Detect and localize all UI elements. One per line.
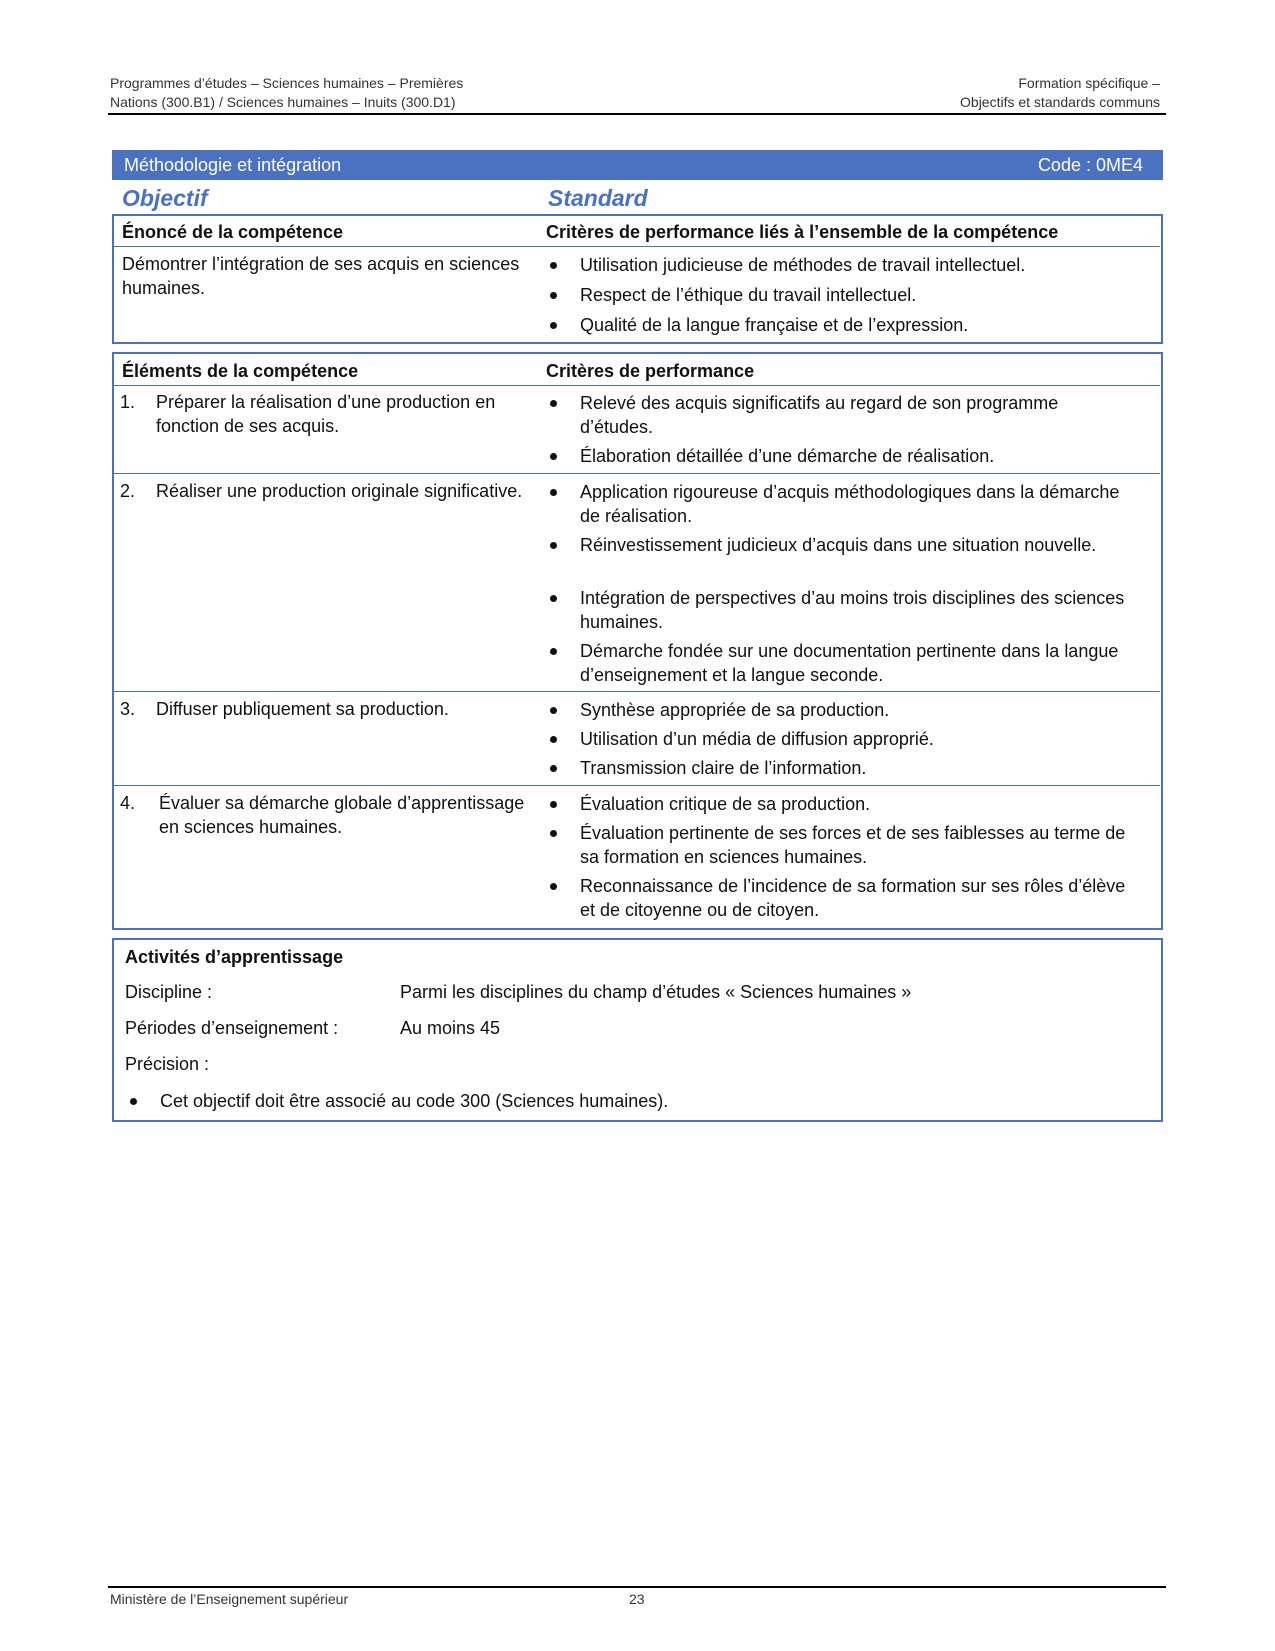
- header-right-line1: Formation spécifique –: [1018, 75, 1160, 91]
- critere-item: Synthèse appropriée de sa production.: [544, 698, 1132, 722]
- bullet-icon: [544, 698, 580, 722]
- banner-code: Code : 0ME4: [1037, 154, 1143, 175]
- critere-item: Évaluation pertinente de ses forces et de ses faiblesses au terme de sa formation en sciences humaines.: [544, 821, 1132, 869]
- bullet-icon: [544, 821, 580, 869]
- banner-title: Méthodologie et intégration: [124, 154, 342, 175]
- bullet-icon: [544, 792, 580, 816]
- element-number: 3.: [120, 699, 136, 719]
- header-title-line2: Nations (300.B1) / Sciences humaines – Inuits (300.D1): [110, 94, 456, 110]
- criteres-ensemble-heading: Critères de performance liés à l’ensemble de la compétence: [546, 222, 1059, 242]
- precision-item: Cet objectif doit être associé au code 300 (Sciences humaines).: [124, 1089, 1124, 1113]
- header-rule: [108, 113, 1166, 115]
- objectif-heading: Objectif: [122, 185, 208, 211]
- bullet-icon: [544, 727, 580, 751]
- header-title-line1: Programmes d’études – Sciences humaines – Premières: [110, 75, 464, 91]
- critere-item: Intégration de perspectives d’au moins trois disciplines des sciences humaines.: [544, 586, 1132, 634]
- bullet-icon: [544, 313, 580, 337]
- critere-item: Évaluation critique de sa production.: [544, 792, 1132, 816]
- bullet-icon: [544, 639, 580, 687]
- element-separator: [114, 473, 1160, 474]
- footer-ministry: Ministère de l’Enseignement supérieur: [110, 1591, 349, 1607]
- critere-item: Élaboration détaillée d’une démarche de réalisation.: [544, 444, 1132, 468]
- element-text: Réaliser une production originale significative.: [156, 481, 523, 501]
- elements-heading: Éléments de la compétence: [122, 361, 359, 381]
- bullet-icon: [544, 756, 580, 780]
- footer-rule: [108, 1586, 1166, 1588]
- enonce-text: Démontrer l’intégration de ses acquis en sciences humaines.: [122, 254, 520, 298]
- critere-ensemble-item: Respect de l’éthique du travail intellectuel.: [544, 283, 1144, 307]
- elements-header-separator: [114, 385, 1160, 386]
- element-separator: [114, 691, 1160, 692]
- element-separator: [114, 785, 1160, 786]
- critere-ensemble-item: Qualité de la langue française et de l’expression.: [544, 313, 1144, 337]
- element-number: 1.: [120, 392, 136, 412]
- enonce-heading: Énoncé de la compétence: [122, 222, 344, 242]
- precision-label: Précision :: [125, 1054, 210, 1074]
- bullet-icon: [544, 874, 580, 922]
- critere-item: Réinvestissement judicieux d’acquis dans une situation nouvelle.: [544, 533, 1132, 557]
- bullet-icon: [544, 283, 580, 307]
- element-number: 2.: [120, 481, 136, 501]
- standard-heading: Standard: [548, 185, 648, 211]
- critere-item: Application rigoureuse d’acquis méthodologiques dans la démarche de réalisation.: [544, 480, 1132, 528]
- periodes-label: Périodes d’enseignement :: [125, 1018, 339, 1038]
- bullet-icon: [544, 253, 580, 277]
- activites-heading: Activités d’apprentissage: [125, 947, 344, 967]
- critere-item: Reconnaissance de l’incidence de sa formation sur ses rôles d’élève et de citoyenne ou de citoyen.: [544, 874, 1132, 922]
- discipline-value: Parmi les disciplines du champ d’études « Sciences humaines »: [400, 982, 912, 1002]
- bullet-icon: [544, 444, 580, 468]
- bullet-icon: [124, 1089, 160, 1113]
- critere-item: Utilisation d’un média de diffusion approprié.: [544, 727, 1132, 751]
- element-text: Diffuser publiquement sa production.: [156, 699, 449, 719]
- element-number: 4.: [120, 793, 136, 813]
- criteres-heading: Critères de performance: [546, 361, 755, 381]
- bullet-icon: [544, 533, 580, 557]
- critere-item: Démarche fondée sur une documentation pertinente dans la langue d’enseignement et la langue seconde.: [544, 639, 1132, 687]
- header-right-line2: Objectifs et standards communs: [960, 94, 1160, 110]
- critere-item: Relevé des acquis significatifs au regard de son programme d’études.: [544, 391, 1132, 439]
- section-banner: [112, 150, 1163, 180]
- bullet-icon: [544, 586, 580, 634]
- element-text: Évaluer sa démarche globale d’apprentissage en sciences humaines.: [159, 793, 525, 837]
- bullet-icon: [544, 480, 580, 528]
- critere-ensemble-item: Utilisation judicieuse de méthodes de travail intellectuel.: [544, 253, 1144, 277]
- bullet-icon: [544, 391, 580, 439]
- competence-header-separator: [114, 246, 1160, 247]
- periodes-value: Au moins 45: [400, 1018, 501, 1038]
- page-number: 23: [629, 1591, 645, 1607]
- discipline-label: Discipline :: [125, 982, 213, 1002]
- critere-item: Transmission claire de l’information.: [544, 756, 1132, 780]
- element-text: Préparer la réalisation d’une production en fonction de ses acquis.: [156, 392, 496, 436]
